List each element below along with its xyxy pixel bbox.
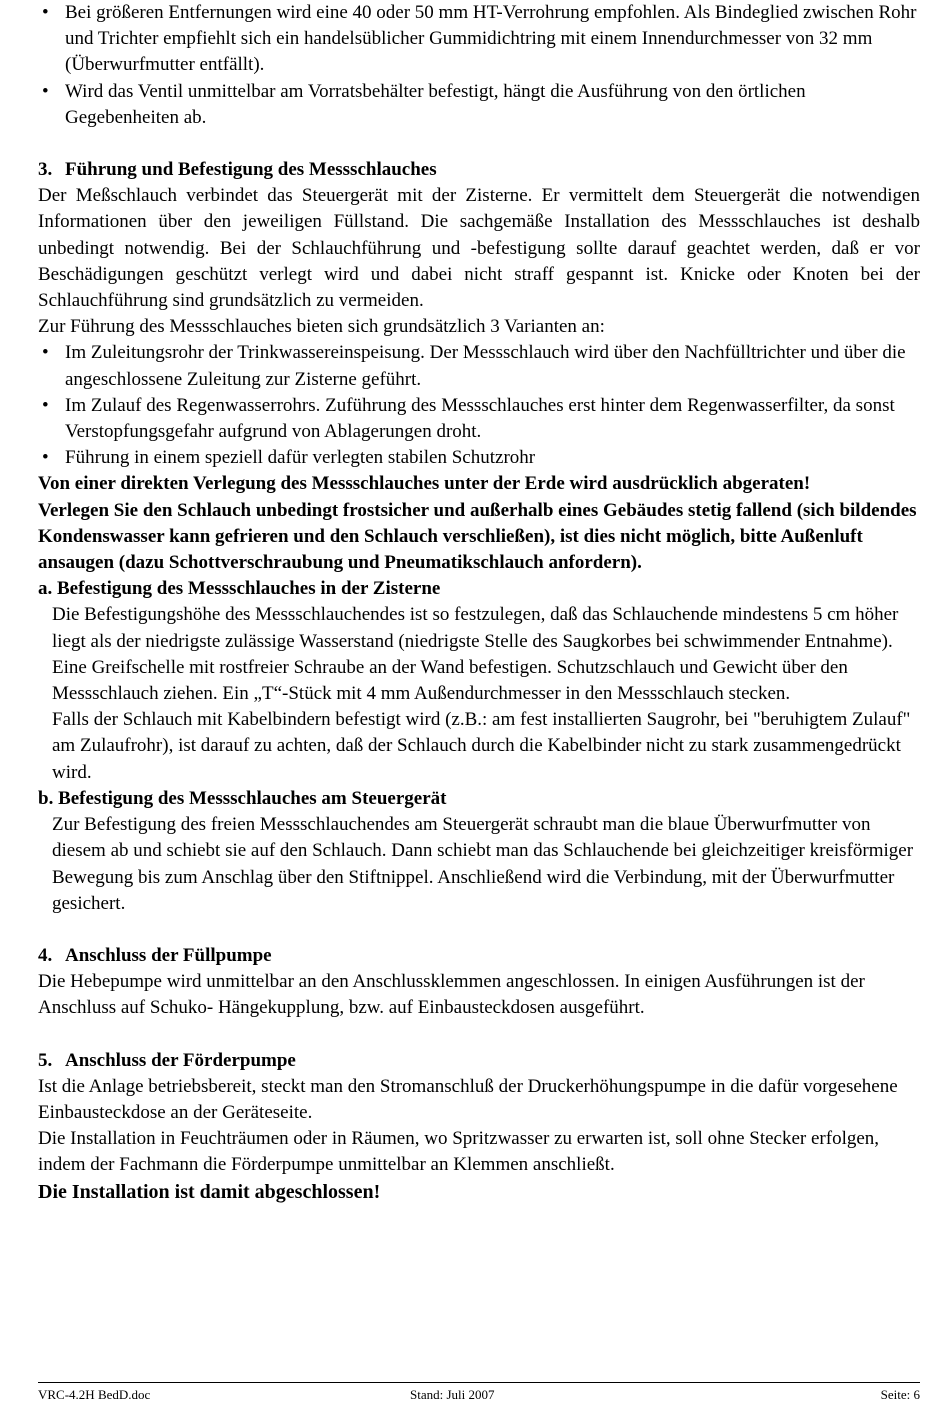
section-5-heading: 5. Anschluss der Förderpumpe bbox=[38, 1049, 296, 1071]
bullet-icon: • bbox=[42, 447, 49, 469]
section-5-paragraph-1: Ist die Anlage betriebsbereit, steckt man den Stromanschluß der Druckerhöhungspumpe in die dafür vorgesehene Einbausteckdose an der Geräteseite. bbox=[38, 1075, 898, 1123]
final-statement: Die Installation ist damit abgeschlossen! bbox=[38, 1180, 381, 1203]
variant-bullet-list bbox=[38, 340, 920, 471]
bullet-text: Führung in einem speziell dafür verlegten stabilen Schutzrohr bbox=[65, 447, 536, 469]
document-page bbox=[38, 0, 920, 1205]
page-footer bbox=[38, 1382, 920, 1402]
footer-page-number: Seite: 6 bbox=[880, 1387, 920, 1402]
bullet-text: Im Zulauf des Regenwasserrohrs. Zuführung des Messschlauches erst hinter dem Regenwasserfilter, da sonst Verstopfungsgefahr aufgrund von Ablagerungen droht. bbox=[65, 394, 895, 443]
bullet-text: Bei größeren Entfernungen wird eine 40 oder 50 mm HT-Verrohrung empfohlen. Als Bindeglied zwischen Rohr und Trichter empfiehlt sich ein handelsüblicher Gummidichtring mit einem Innendurchmesser von 32 mm (Überwurfmutter entfällt). bbox=[65, 2, 917, 76]
bullet-text: Im Zuleitungsrohr der Trinkwassereinspeisung. Der Messschlauch wird über den Nachfülltrichter und über die angeschlossene Zuleitung zur Zisterne geführt. bbox=[65, 342, 906, 390]
bullet-text: Wird das Ventil unmittelbar am Vorratsbehälter befestigt, hängt die Ausführung von den örtlichen Gegebenheiten ab. bbox=[65, 80, 806, 128]
list-item bbox=[38, 79, 920, 131]
footer-date: Stand: Juli 2007 bbox=[410, 1387, 495, 1402]
subsection-a-para-3: Falls der Schlauch mit Kabelbindern befestigt wird (z.B.: am fest installierten Saugrohr, bei "beruhigtem Zulauf" am Zulaufrohr), ist darauf zu achten, daß der Schlauch durch die Kabelbinder nicht zu stark zusammengedrückt wird. bbox=[52, 709, 911, 783]
subsection-b-heading: b. Befestigung des Messschlauches am Steuergerät bbox=[38, 787, 447, 809]
section-4-heading: 4. Anschluss der Füllpumpe bbox=[38, 944, 272, 966]
section-3-intro: Zur Führung des Messschlauches bieten sich grundsätzlich 3 Varianten an: bbox=[38, 316, 605, 338]
section-4-paragraph: Die Hebepumpe wird unmittelbar an den Anschlussklemmen angeschlossen. In einigen Ausführungen ist der Anschluss auf Schuko- Hängekupplung, bzw. auf Einbausteckdosen ausgeführt. bbox=[38, 971, 865, 1019]
bullet-icon: • bbox=[42, 2, 49, 23]
subsection-a-para-1: Die Befestigungshöhe des Messschlauchendes ist so festzulegen, daß das Schlauchende mindestens 5 cm höher liegt als der niedrigste zulässige Wasserstand (niedrigste Stelle des Saugkorbes bei schwimmender Entnahme). bbox=[52, 604, 899, 652]
list-item bbox=[38, 445, 920, 471]
bullet-icon: • bbox=[42, 80, 49, 102]
section-3-paragraph: Der Meßschlauch verbindet das Steuergerät mit der Zisterne. Er vermittelt dem Steuergerät die notwendigen Informationen über den jeweiligen Füllstand. Die sachgemäße Installation des Messschlauches ist deshalb unbedingt notwendig. Bei der Schlauchführung und -befestigung sollte darauf geachtet werden, daß er vor Beschädigungen geschützt verlegt wird und dabei nicht straff gespannt ist. Knicke oder Knoten bei der Schlauchführung sind grundsätzlich zu vermeiden. bbox=[38, 185, 920, 312]
list-item bbox=[38, 340, 920, 392]
list-item bbox=[38, 393, 920, 445]
warning-1: Von einer direkten Verlegung des Messschlauches unter der Erde wird ausdrücklich abgeraten! bbox=[38, 473, 811, 495]
subsection-a-heading: a. Befestigung des Messschlauches in der Zisterne bbox=[38, 578, 441, 600]
top-bullet-list bbox=[38, 0, 920, 131]
subsection-a-para-2: Eine Greifschelle mit rostfreier Schraube an der Wand befestigen. Schutzschlauch und Gewicht über den Messschlauch ziehen. Ein „T“-Stück mit 4 mm Außendurchmesser in den Messschlauch stecken. bbox=[52, 656, 848, 705]
section-3-heading: 3. Führung und Befestigung des Messschlauches bbox=[38, 159, 437, 181]
footer-filename: VRC-4.2H BedD.doc bbox=[38, 1387, 151, 1402]
bullet-icon: • bbox=[42, 394, 49, 416]
section-5-paragraph-2: Die Installation in Feuchträumen oder in Räumen, wo Spritzwasser zu erwarten ist, soll ohne Stecker erfolgen, indem der Fachmann die Förderpumpe unmittelbar an Klemmen anschließt. bbox=[38, 1128, 880, 1176]
subsection-b-para-1: Zur Befestigung des freien Messschlauchendes am Steuergerät schraubt man die blaue Überwurfmutter von diesem ab und schiebt sie auf den Schlauch. Dann schiebt man das Schlauchende bei gleichzeitiger kreisförmiger Bewegung bis zum Anschlag über den Stiftnippel. Anschließend wird die Verbindung, mit der Überwurfmutter gesichert. bbox=[52, 814, 914, 914]
list-item bbox=[38, 0, 920, 79]
warning-2: Verlegen Sie den Schlauch unbedingt frostsicher und außerhalb eines Gebäudes stetig fallend (sich bildendes Kondenswasser kann gefrieren und den Schlauch verschließen), ist dies nicht möglich, bitte Außenluft ansaugen (dazu Schottverschraubung und Pneumatikschlauch anfordern). bbox=[38, 499, 917, 574]
bullet-icon: • bbox=[42, 342, 49, 364]
